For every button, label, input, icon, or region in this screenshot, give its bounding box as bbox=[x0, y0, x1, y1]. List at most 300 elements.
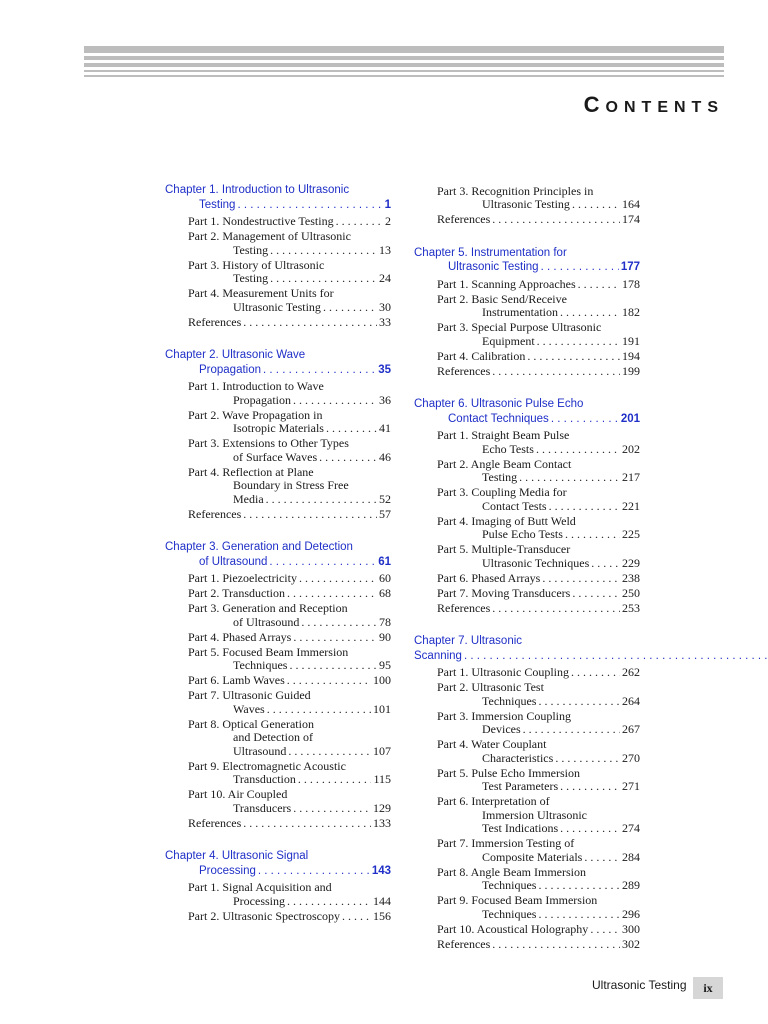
toc-label-continued: Test Parameters bbox=[482, 779, 559, 793]
dot-leader bbox=[560, 780, 620, 794]
dot-leader bbox=[263, 363, 376, 378]
toc-label: Chapter 5. Instrumentation for bbox=[414, 246, 567, 259]
toc-line bbox=[437, 528, 640, 542]
dot-leader bbox=[549, 500, 620, 514]
toc-line bbox=[188, 587, 391, 601]
toc-label-continued: Propagation bbox=[199, 363, 262, 376]
toc-label: References bbox=[437, 363, 491, 378]
toc-entry[interactable] bbox=[165, 602, 391, 629]
toc-line bbox=[188, 616, 391, 630]
toc-label-continued: Contact Tests bbox=[482, 498, 547, 513]
toc-entry[interactable] bbox=[414, 543, 640, 570]
toc-entry[interactable] bbox=[414, 710, 640, 737]
dot-leader bbox=[584, 851, 620, 865]
dot-leader bbox=[527, 350, 620, 364]
toc-line bbox=[165, 555, 391, 570]
toc-label: Chapter 7. Ultrasonic Scanning bbox=[414, 635, 523, 662]
toc-label: Part 1. Scanning Approaches bbox=[437, 276, 576, 291]
toc-label: Part 4. Reflection at Plane bbox=[188, 464, 314, 479]
dot-leader bbox=[591, 557, 620, 571]
toc-label: References bbox=[188, 506, 242, 521]
toc-page-number: 300 bbox=[622, 921, 640, 936]
dot-leader bbox=[578, 278, 620, 292]
toc-entry[interactable] bbox=[414, 213, 640, 227]
toc-label-continued: Ultrasonic Testing bbox=[482, 197, 570, 211]
toc-page-number: 194 bbox=[622, 348, 640, 363]
toc-entry[interactable] bbox=[414, 515, 640, 542]
toc-entry[interactable] bbox=[165, 788, 391, 815]
toc-page-number: 270 bbox=[622, 750, 640, 765]
toc-line bbox=[165, 363, 391, 378]
toc-line bbox=[437, 471, 640, 485]
toc-label: Part 4. Calibration bbox=[437, 348, 526, 363]
toc-page-number: 296 bbox=[622, 906, 640, 921]
toc-chapter[interactable] bbox=[414, 397, 640, 426]
toc-line bbox=[437, 602, 640, 616]
toc-page-number: 24 bbox=[379, 271, 391, 285]
toc-chapter[interactable] bbox=[165, 183, 391, 212]
toc-line bbox=[188, 215, 391, 229]
toc-label-continued: Techniques bbox=[482, 693, 537, 708]
toc-label: References bbox=[437, 212, 491, 226]
toc-label: Part 6. Interpretation of bbox=[437, 794, 550, 808]
toc-entry[interactable] bbox=[414, 837, 640, 864]
dot-leader bbox=[243, 508, 377, 522]
toc-entry[interactable] bbox=[414, 429, 640, 456]
toc-label: Chapter 1. Introduction to Ultrasonic bbox=[165, 184, 350, 196]
dot-leader bbox=[270, 244, 377, 258]
toc-label-continued: of Surface Waves bbox=[233, 449, 318, 464]
dot-leader bbox=[298, 773, 372, 787]
toc-entry[interactable] bbox=[165, 881, 391, 908]
dot-leader bbox=[538, 695, 620, 709]
toc-label: Part 1. Signal Acquisition and bbox=[188, 880, 332, 894]
toc-page-number: 271 bbox=[622, 779, 640, 793]
toc-entry[interactable] bbox=[165, 760, 391, 787]
toc-label: References bbox=[188, 815, 242, 830]
toc-label-continued: of Ultrasound bbox=[199, 555, 268, 568]
dot-leader bbox=[551, 412, 619, 427]
toc-label: Part 2. Ultrasonic Test bbox=[437, 680, 544, 694]
toc-label-continued: Ultrasonic Techniques bbox=[482, 555, 590, 570]
toc-label-continued: Testing bbox=[233, 271, 269, 285]
toc-line bbox=[437, 278, 640, 292]
toc-line bbox=[188, 659, 391, 673]
toc-page-number: 217 bbox=[622, 470, 640, 484]
toc-label-continued: Contact Techniques bbox=[448, 412, 549, 425]
dot-leader bbox=[289, 659, 377, 673]
dot-leader bbox=[541, 260, 619, 275]
toc-label: Part 8. Optical Generation bbox=[188, 716, 314, 731]
dot-leader bbox=[519, 471, 620, 485]
toc-line bbox=[437, 695, 640, 709]
toc-label: Part 3. Generation and Reception bbox=[188, 601, 348, 615]
toc-line bbox=[188, 802, 391, 816]
dot-leader bbox=[492, 938, 620, 952]
toc-entry[interactable] bbox=[414, 365, 640, 379]
dot-leader bbox=[287, 587, 377, 601]
toc-entry[interactable] bbox=[165, 259, 391, 286]
toc-label-continued: Testing bbox=[482, 470, 518, 484]
toc-entry[interactable] bbox=[414, 894, 640, 921]
dot-leader bbox=[572, 198, 620, 212]
header-rule bbox=[84, 70, 724, 72]
dot-leader bbox=[293, 802, 371, 816]
toc-chapter[interactable] bbox=[414, 246, 640, 275]
toc-label: Part 2. Angle Beam Contact bbox=[437, 456, 572, 471]
toc-entry[interactable] bbox=[414, 666, 640, 680]
toc-label-continued: Propagation bbox=[233, 392, 291, 407]
dot-leader bbox=[299, 572, 377, 586]
toc-entry[interactable] bbox=[165, 718, 391, 759]
toc-line bbox=[188, 773, 391, 787]
page-number: ix bbox=[693, 977, 723, 999]
toc-label: Part 6. Phased Arrays bbox=[437, 570, 541, 585]
dot-leader bbox=[571, 666, 620, 680]
toc-line bbox=[437, 752, 640, 766]
dot-leader bbox=[555, 752, 620, 766]
dot-leader bbox=[537, 335, 620, 349]
toc-page-number: 36 bbox=[379, 392, 391, 407]
toc-label: Part 7. Immersion Testing of bbox=[437, 836, 575, 850]
dot-leader bbox=[326, 422, 377, 436]
toc-page-number: 57 bbox=[379, 506, 391, 521]
toc-label: Part 3. Coupling Media for bbox=[437, 485, 567, 499]
toc-label: Part 3. Extensions to Other Types bbox=[188, 436, 349, 450]
toc-entry[interactable] bbox=[414, 795, 640, 836]
toc-page-number: 30 bbox=[379, 299, 391, 314]
toc-page-number: 100 bbox=[373, 673, 391, 687]
toc-label: Part 3. Special Purpose Ultrasonic bbox=[437, 320, 602, 334]
toc-page-number: 41 bbox=[379, 421, 391, 435]
toc-entry[interactable] bbox=[165, 215, 391, 229]
toc-entry[interactable] bbox=[414, 587, 640, 601]
dot-leader bbox=[269, 555, 376, 570]
header-rule-block bbox=[84, 46, 724, 78]
toc-entry[interactable] bbox=[414, 738, 640, 765]
toc-page-number: 129 bbox=[373, 800, 391, 815]
toc-entry[interactable] bbox=[165, 587, 391, 601]
toc-entry[interactable] bbox=[414, 321, 640, 348]
toc-label: Part 1. Nondestructive Testing bbox=[188, 214, 334, 228]
toc-label-continued: Waves bbox=[233, 701, 265, 716]
toc-label: Chapter 6. Ultrasonic Pulse Echo bbox=[414, 398, 584, 410]
dot-leader bbox=[287, 895, 371, 909]
toc-label-continued: Processing bbox=[199, 864, 256, 877]
toc-line bbox=[188, 703, 391, 717]
dot-leader bbox=[492, 602, 620, 616]
toc-label: Part 1. Ultrasonic Coupling bbox=[437, 665, 569, 679]
toc-label-continued: Ultrasonic Testing bbox=[233, 299, 321, 314]
toc-page-number: 144 bbox=[373, 893, 391, 908]
title-rest: ONTENTS bbox=[605, 99, 724, 116]
toc-page-number: 35 bbox=[378, 363, 391, 376]
toc-line bbox=[188, 451, 391, 465]
toc-entry[interactable] bbox=[165, 409, 391, 436]
toc-entry[interactable] bbox=[165, 572, 391, 586]
toc-line bbox=[437, 350, 640, 364]
dot-leader bbox=[464, 650, 768, 662]
toc-label: Part 2. Basic Send/Receive bbox=[437, 291, 567, 306]
dot-leader bbox=[237, 198, 382, 213]
toc-label-continued: Techniques bbox=[233, 658, 288, 672]
header-rule bbox=[84, 75, 724, 77]
toc-label-continued: Techniques bbox=[482, 906, 537, 921]
toc-line bbox=[437, 822, 640, 836]
toc-label: Part 4. Imaging of Butt Weld bbox=[437, 513, 576, 528]
toc-label-continued: Transducers bbox=[233, 800, 292, 815]
toc-page-number: 90 bbox=[379, 629, 391, 644]
toc-entry[interactable] bbox=[165, 380, 391, 407]
toc-page-number: 156 bbox=[373, 908, 391, 923]
toc-label-continued: Composite Materials bbox=[482, 849, 583, 864]
toc-line bbox=[188, 895, 391, 909]
toc-entry[interactable] bbox=[165, 674, 391, 688]
toc-entry[interactable] bbox=[414, 602, 640, 616]
toc-column-left bbox=[165, 183, 391, 923]
toc-label: Part 5. Pulse Echo Immersion bbox=[437, 765, 580, 780]
dot-leader bbox=[342, 910, 371, 924]
dot-leader bbox=[560, 306, 620, 320]
toc-label: Part 9. Focused Beam Immersion bbox=[437, 893, 598, 907]
toc-label-continued: of Ultrasound bbox=[233, 614, 300, 629]
toc-label: Part 1. Introduction to Wave bbox=[188, 379, 324, 393]
dot-leader bbox=[590, 923, 620, 937]
toc-line bbox=[437, 723, 640, 737]
title-initial: C bbox=[583, 92, 606, 117]
toc-page-number: 2 bbox=[385, 214, 391, 228]
dot-leader bbox=[523, 723, 620, 737]
toc-label-continued: Devices bbox=[482, 722, 521, 736]
dot-leader bbox=[572, 587, 620, 601]
toc-entry[interactable] bbox=[414, 350, 640, 364]
toc-entry[interactable] bbox=[414, 681, 640, 708]
toc-label: Part 10. Acoustical Holography bbox=[437, 921, 589, 936]
toc-page-number: 95 bbox=[379, 658, 391, 672]
dot-leader bbox=[560, 822, 620, 836]
page-title bbox=[584, 92, 724, 118]
dot-leader bbox=[243, 316, 377, 330]
toc-label-continued: Transduction bbox=[233, 772, 296, 786]
dot-leader bbox=[293, 394, 377, 408]
toc-chapter[interactable] bbox=[165, 348, 391, 377]
toc-entry[interactable] bbox=[414, 486, 640, 513]
toc-entry[interactable] bbox=[165, 508, 391, 522]
toc-page-number: 238 bbox=[622, 570, 640, 585]
header-rule bbox=[84, 56, 724, 60]
toc-entry[interactable] bbox=[165, 466, 391, 507]
toc-entry[interactable] bbox=[165, 230, 391, 257]
toc-label: Chapter 3. Generation and Detection bbox=[165, 541, 353, 553]
toc-line bbox=[188, 508, 391, 522]
toc-line bbox=[437, 923, 640, 937]
toc-entry[interactable] bbox=[414, 572, 640, 586]
dot-leader bbox=[565, 528, 620, 542]
toc-label: Part 4. Water Couplant bbox=[437, 737, 547, 751]
toc-line bbox=[437, 557, 640, 571]
toc-page-number: 178 bbox=[622, 276, 640, 291]
dot-leader bbox=[267, 703, 371, 717]
toc-label: Part 2. Management of Ultrasonic bbox=[188, 229, 351, 243]
dot-leader bbox=[538, 879, 620, 893]
dot-leader bbox=[336, 215, 383, 229]
toc-line bbox=[188, 817, 391, 831]
toc-line bbox=[188, 301, 391, 315]
toc-page-number: 274 bbox=[622, 821, 640, 835]
dot-leader bbox=[542, 572, 620, 586]
toc-line bbox=[188, 910, 391, 924]
toc-line bbox=[437, 666, 640, 680]
toc-label-continued: Techniques bbox=[482, 878, 537, 892]
toc-label: Part 3. Recognition Principles in bbox=[437, 183, 594, 198]
toc-entry[interactable] bbox=[414, 938, 640, 952]
toc-page-number: 253 bbox=[622, 600, 640, 615]
header-rule bbox=[84, 63, 724, 67]
dot-leader bbox=[288, 745, 371, 759]
toc-entry[interactable] bbox=[165, 689, 391, 716]
toc-page-number: 264 bbox=[622, 693, 640, 708]
toc-page-number: 107 bbox=[373, 743, 391, 758]
toc-label: Part 8. Angle Beam Immersion bbox=[437, 864, 586, 879]
toc-line bbox=[188, 493, 391, 507]
toc-chapter[interactable] bbox=[165, 540, 391, 569]
toc-line bbox=[188, 244, 391, 258]
toc-label: Part 5. Multiple-Transducer bbox=[437, 542, 571, 556]
dot-leader bbox=[270, 272, 377, 286]
toc-page-number: 199 bbox=[622, 363, 640, 378]
toc-entry[interactable] bbox=[165, 437, 391, 464]
toc-label-continued: Equipment bbox=[482, 333, 535, 348]
header-rule bbox=[84, 46, 724, 53]
toc-label: Part 7. Moving Transducers bbox=[437, 585, 571, 600]
toc-chapter[interactable] bbox=[165, 849, 391, 878]
toc-line bbox=[437, 335, 640, 349]
toc-entry[interactable] bbox=[414, 767, 640, 794]
running-footer-title: Ultrasonic Testing bbox=[592, 978, 687, 992]
toc-line bbox=[188, 631, 391, 645]
toc-line bbox=[437, 500, 640, 514]
toc-label: Part 2. Ultrasonic Spectroscopy bbox=[188, 908, 340, 923]
toc-label: References bbox=[437, 936, 491, 951]
toc-page-number: 191 bbox=[622, 333, 640, 348]
toc-label: Part 10. Air Coupled bbox=[188, 787, 288, 801]
toc-entry[interactable] bbox=[165, 631, 391, 645]
toc-page-number: 13 bbox=[379, 242, 391, 257]
toc-label: References bbox=[437, 600, 491, 615]
toc-label-continued: Characteristics bbox=[482, 750, 554, 765]
toc-line bbox=[188, 394, 391, 408]
toc-label-continued: Ultrasonic Testing bbox=[448, 261, 539, 273]
toc-page-number: 201 bbox=[620, 412, 640, 425]
toc-line bbox=[437, 572, 640, 586]
toc-entry[interactable] bbox=[165, 287, 391, 314]
toc-label-continued: Instrumentation bbox=[482, 305, 558, 319]
toc-entry[interactable] bbox=[165, 817, 391, 831]
toc-label: Part 2. Wave Propagation in bbox=[188, 407, 323, 422]
toc-line bbox=[188, 572, 391, 586]
dot-leader bbox=[301, 616, 377, 630]
toc-page-number: 302 bbox=[622, 936, 640, 951]
toc-line bbox=[437, 306, 640, 320]
toc-label-continued: Isotropic Materials bbox=[233, 421, 324, 435]
toc-entry[interactable] bbox=[414, 293, 640, 320]
toc-page-number: 68 bbox=[379, 586, 391, 600]
dot-leader bbox=[258, 864, 370, 879]
toc-line bbox=[188, 316, 391, 330]
toc-chapter[interactable] bbox=[414, 634, 640, 663]
toc-entry[interactable] bbox=[414, 278, 640, 292]
toc-line bbox=[437, 365, 640, 379]
toc-page-number: 177 bbox=[620, 261, 640, 273]
toc-page-number: 61 bbox=[378, 555, 391, 568]
toc-label-continued: Test Indications bbox=[482, 821, 559, 835]
dot-leader bbox=[266, 493, 377, 507]
toc-label: Part 3. Immersion Coupling bbox=[437, 708, 571, 723]
toc-entry[interactable] bbox=[414, 185, 640, 212]
dot-leader bbox=[492, 365, 620, 379]
toc-page-number: 267 bbox=[622, 722, 640, 736]
toc-label: Part 9. Electromagnetic Acoustic bbox=[188, 758, 346, 773]
toc-label-continued: Testing bbox=[199, 198, 236, 211]
toc-line bbox=[165, 198, 391, 213]
toc-page-number: 250 bbox=[622, 585, 640, 600]
toc-label: Part 3. History of Ultrasonic bbox=[188, 257, 325, 272]
toc-line bbox=[437, 780, 640, 794]
toc-line bbox=[437, 879, 640, 893]
toc-label: Chapter 2. Ultrasonic Wave bbox=[165, 349, 306, 361]
toc-line bbox=[437, 443, 640, 457]
toc-label-continued: Echo Tests bbox=[482, 441, 534, 456]
toc-line bbox=[437, 198, 640, 212]
toc-entry[interactable] bbox=[414, 458, 640, 485]
toc-label-continued: Processing bbox=[233, 893, 285, 908]
toc-page-number: 174 bbox=[622, 212, 640, 226]
toc-label-continued: Pulse Echo Tests bbox=[482, 527, 563, 541]
toc-label: Part 7. Ultrasonic Guided bbox=[188, 688, 311, 702]
toc-entry[interactable] bbox=[414, 923, 640, 937]
toc-line bbox=[437, 851, 640, 865]
toc-label-continued: Testing bbox=[233, 242, 269, 257]
toc-label-continued: Boundary in Stress Free bbox=[233, 478, 349, 492]
toc-label-continued: Immersion Ultrasonic bbox=[482, 807, 587, 822]
toc-page-number: 262 bbox=[622, 665, 640, 679]
toc-label-continued: Media bbox=[233, 491, 264, 506]
toc-line bbox=[414, 412, 640, 427]
dot-leader bbox=[536, 443, 620, 457]
toc-entry[interactable] bbox=[165, 646, 391, 673]
toc-label: Part 4. Phased Arrays bbox=[188, 629, 292, 644]
dot-leader bbox=[243, 817, 371, 831]
toc-page-number: 143 bbox=[371, 864, 391, 877]
toc-label: Part 1. Straight Beam Pulse bbox=[437, 428, 570, 442]
toc-entry[interactable] bbox=[414, 866, 640, 893]
toc-label: Part 2. Transduction bbox=[188, 586, 286, 600]
toc-line bbox=[165, 864, 391, 879]
toc-line bbox=[437, 587, 640, 601]
toc-line bbox=[437, 213, 640, 227]
toc-line bbox=[437, 938, 640, 952]
toc-line bbox=[188, 745, 391, 759]
toc-label-continued: Ultrasound bbox=[233, 743, 287, 758]
toc-page-number: 115 bbox=[373, 772, 391, 786]
toc-entry[interactable] bbox=[165, 910, 391, 924]
toc-entry[interactable] bbox=[165, 316, 391, 330]
dot-leader bbox=[323, 301, 377, 315]
toc-label: Chapter 4. Ultrasonic Signal bbox=[165, 850, 309, 862]
toc-page-number: 1 bbox=[384, 198, 391, 211]
toc-page-number: 284 bbox=[622, 849, 640, 864]
toc-page-number: 225 bbox=[622, 527, 640, 541]
